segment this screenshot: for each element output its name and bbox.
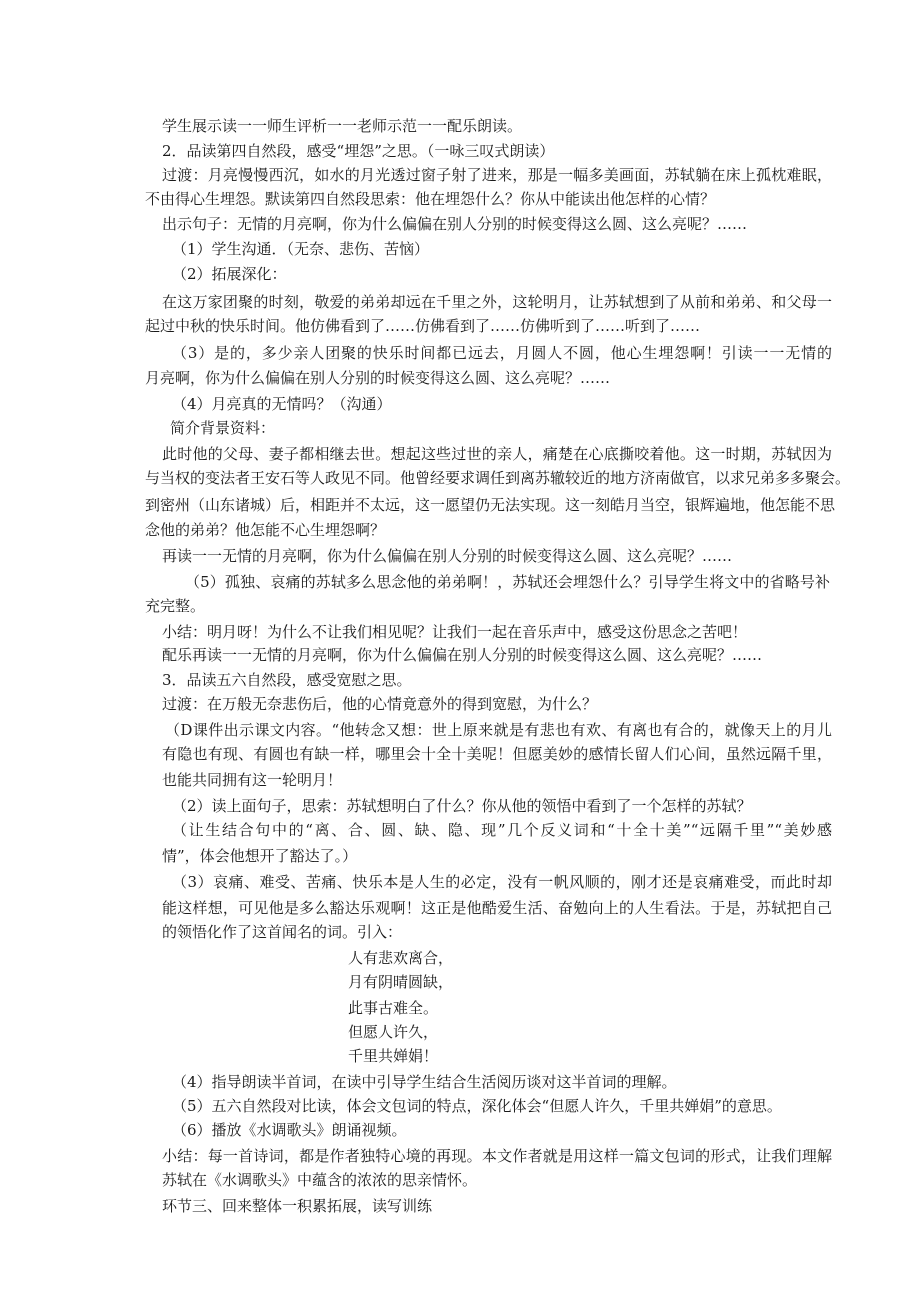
text-line: 过渡：月亮慢慢西沉，如水的月光透过窗子射了进来，那是一幅多美画面，苏轼躺在床上孤枕难眠， xyxy=(162,166,832,184)
poem-line: 人有悲欢离合， xyxy=(348,949,454,967)
text-line: 念他的弟弟？他怎能不心生埋怨啊？ xyxy=(145,521,386,539)
text-line: 能这样想，可见他是多么豁达乐观啊！这正是他酷爱生活、奋勉向上的人生看法。于是，苏轼把自己 xyxy=(162,899,832,917)
text-line: 情”，体会他想开了豁达了。） xyxy=(162,847,358,865)
text-line: 的领悟化作了这首闻名的词。引入： xyxy=(162,923,403,941)
section-heading: 2．品读第四自然段，感受“埋怨”之思。（一咏三叹式朗读） xyxy=(162,142,555,160)
text-line: 此时他的父母、妻子都相继去世。想起这些过世的亲人，痛楚在心底撕咬着他。这一时期，苏轼因为 xyxy=(162,445,832,463)
text-line: 苏轼在《水调歌头》中蕴含的浓浓的思亲情怀。 xyxy=(162,1171,478,1189)
text-line: 小结：明月呀！为什么不让我们相见呢？让我们一起在音乐声中，感受这份思念之苦吧！ xyxy=(162,623,748,641)
text-line: （4）月亮真的无情吗？（沟通） xyxy=(172,395,392,413)
text-line: 与当权的变法者王安石等人政见不同。他曾经要求调任到离苏辙较近的地方济南做官，以求兄弟多多聚会。 xyxy=(145,469,851,487)
text-line: 月亮啊，你为什么偏偏在别人分别的时候变得这么圆、这么亮呢？…… xyxy=(145,369,611,387)
text-line: 学生展示读一一师生评析一一老师示范一一配乐朗读。 xyxy=(162,117,523,135)
text-line: 起过中秋的快乐时间。他仿佛看到了……仿佛看到了……仿佛听到了……听到了…… xyxy=(145,317,701,335)
text-line: 在这万家团聚的时刻，敬爱的弟弟却远在千里之外，这轮明月，让苏轼想到了从前和弟弟、和父母一 xyxy=(162,293,832,311)
text-line: （让生结合句中的“离、合、圆、缺、隐、现”几个反义词和“十全十美”“远隔千里”“美妙感 xyxy=(172,821,832,839)
poem-line: 但愿人许久， xyxy=(348,1023,439,1041)
text-line: 不由得心生埋怨。默读第四自然段思索：他在埋怨什么？你从中能读出他怎样的心情？ xyxy=(145,190,716,208)
text-line: （2）拓展深化： xyxy=(172,265,287,283)
text-line: 出示句子：无情的月亮啊，你为什么偏偏在别人分别的时候变得这么圆、这么亮呢？…… xyxy=(162,215,748,233)
text-line: （2）读上面句子，思索：苏轼想明白了什么？你从他的领悟中看到了一个怎样的苏轼？ xyxy=(172,797,752,815)
text-line: （D课件出示课文内容。“他转念又想：世上原来就是有悲也有欢、有离也有合的，就像天上的月儿 xyxy=(165,721,832,739)
section-heading: 3．品读五六自然段，感受宽慰之思。 xyxy=(162,671,412,689)
text-line: 配乐再读一一无情的月亮啊，你为什么偏偏在别人分别的时候变得这么圆、这么亮呢？…… xyxy=(162,646,763,664)
poem-line: 千里共婵娟！ xyxy=(348,1047,439,1065)
section-heading: 环节三、回来整体一积累拓展，读写训练 xyxy=(162,1197,433,1215)
text-line: （5）孤独、哀痛的苏轼多么思念他的弟弟啊！，苏轼还会埋怨什么？引导学生将文中的省略号补 xyxy=(185,573,830,591)
text-line: （3）是的，多少亲人团聚的快乐时间都已远去，月圆人不圆，他心生埋怨啊！引读一一无情的 xyxy=(172,344,832,362)
text-line: （5）五六自然段对比读，体会文包词的特点，深化体会“但愿人许久，千里共婵娟”的意思。 xyxy=(172,1097,782,1115)
text-line: 到密州（山东诸城）后，相距并不太远，这一愿望仍无法实现。这一刻皓月当空，银辉遍地，他怎能不思 xyxy=(145,496,836,514)
poem-line: 此事古难全。 xyxy=(348,999,439,1017)
text-line: 小结：每一首诗词，都是作者独特心境的再现。本文作者就是用这样一篇文包词的形式，让我们理解 xyxy=(162,1147,832,1165)
text-line: （1）学生沟通．（无奈、悲伤、苦恼） xyxy=(172,240,430,258)
text-line: （3）哀痛、难受、苦痛、快乐本是人生的必定，没有一帆风顺的，刚才还是哀痛难受，而此时却 xyxy=(172,873,832,891)
text-line: 也能共同拥有这一轮明月！ xyxy=(162,771,343,789)
text-line: 过渡：在万般无奈悲伤后，他的心情竟意外的得到宽慰，为什么？ xyxy=(162,695,598,713)
text-line: 有隐也有现、有圆也有缺一样，哪里会十全十美呢！但愿美妙的感情长留人们心间，虽然远隔千里， xyxy=(162,745,832,763)
text-line: （6）播放《水调歌头》朗诵视频。 xyxy=(172,1121,407,1139)
text-line: 简介背景资料： xyxy=(170,419,276,437)
text-line: 充完整。 xyxy=(145,597,206,615)
text-line: （4）指导朗读半首词，在读中引导学生结合生活阅历谈对这半首词的理解。 xyxy=(172,1073,677,1091)
poem-line: 月有阴晴圆缺， xyxy=(348,973,454,991)
text-line: 再读一一无情的月亮啊，你为什么偏偏在别人分别的时候变得这么圆、这么亮呢？…… xyxy=(162,547,733,565)
